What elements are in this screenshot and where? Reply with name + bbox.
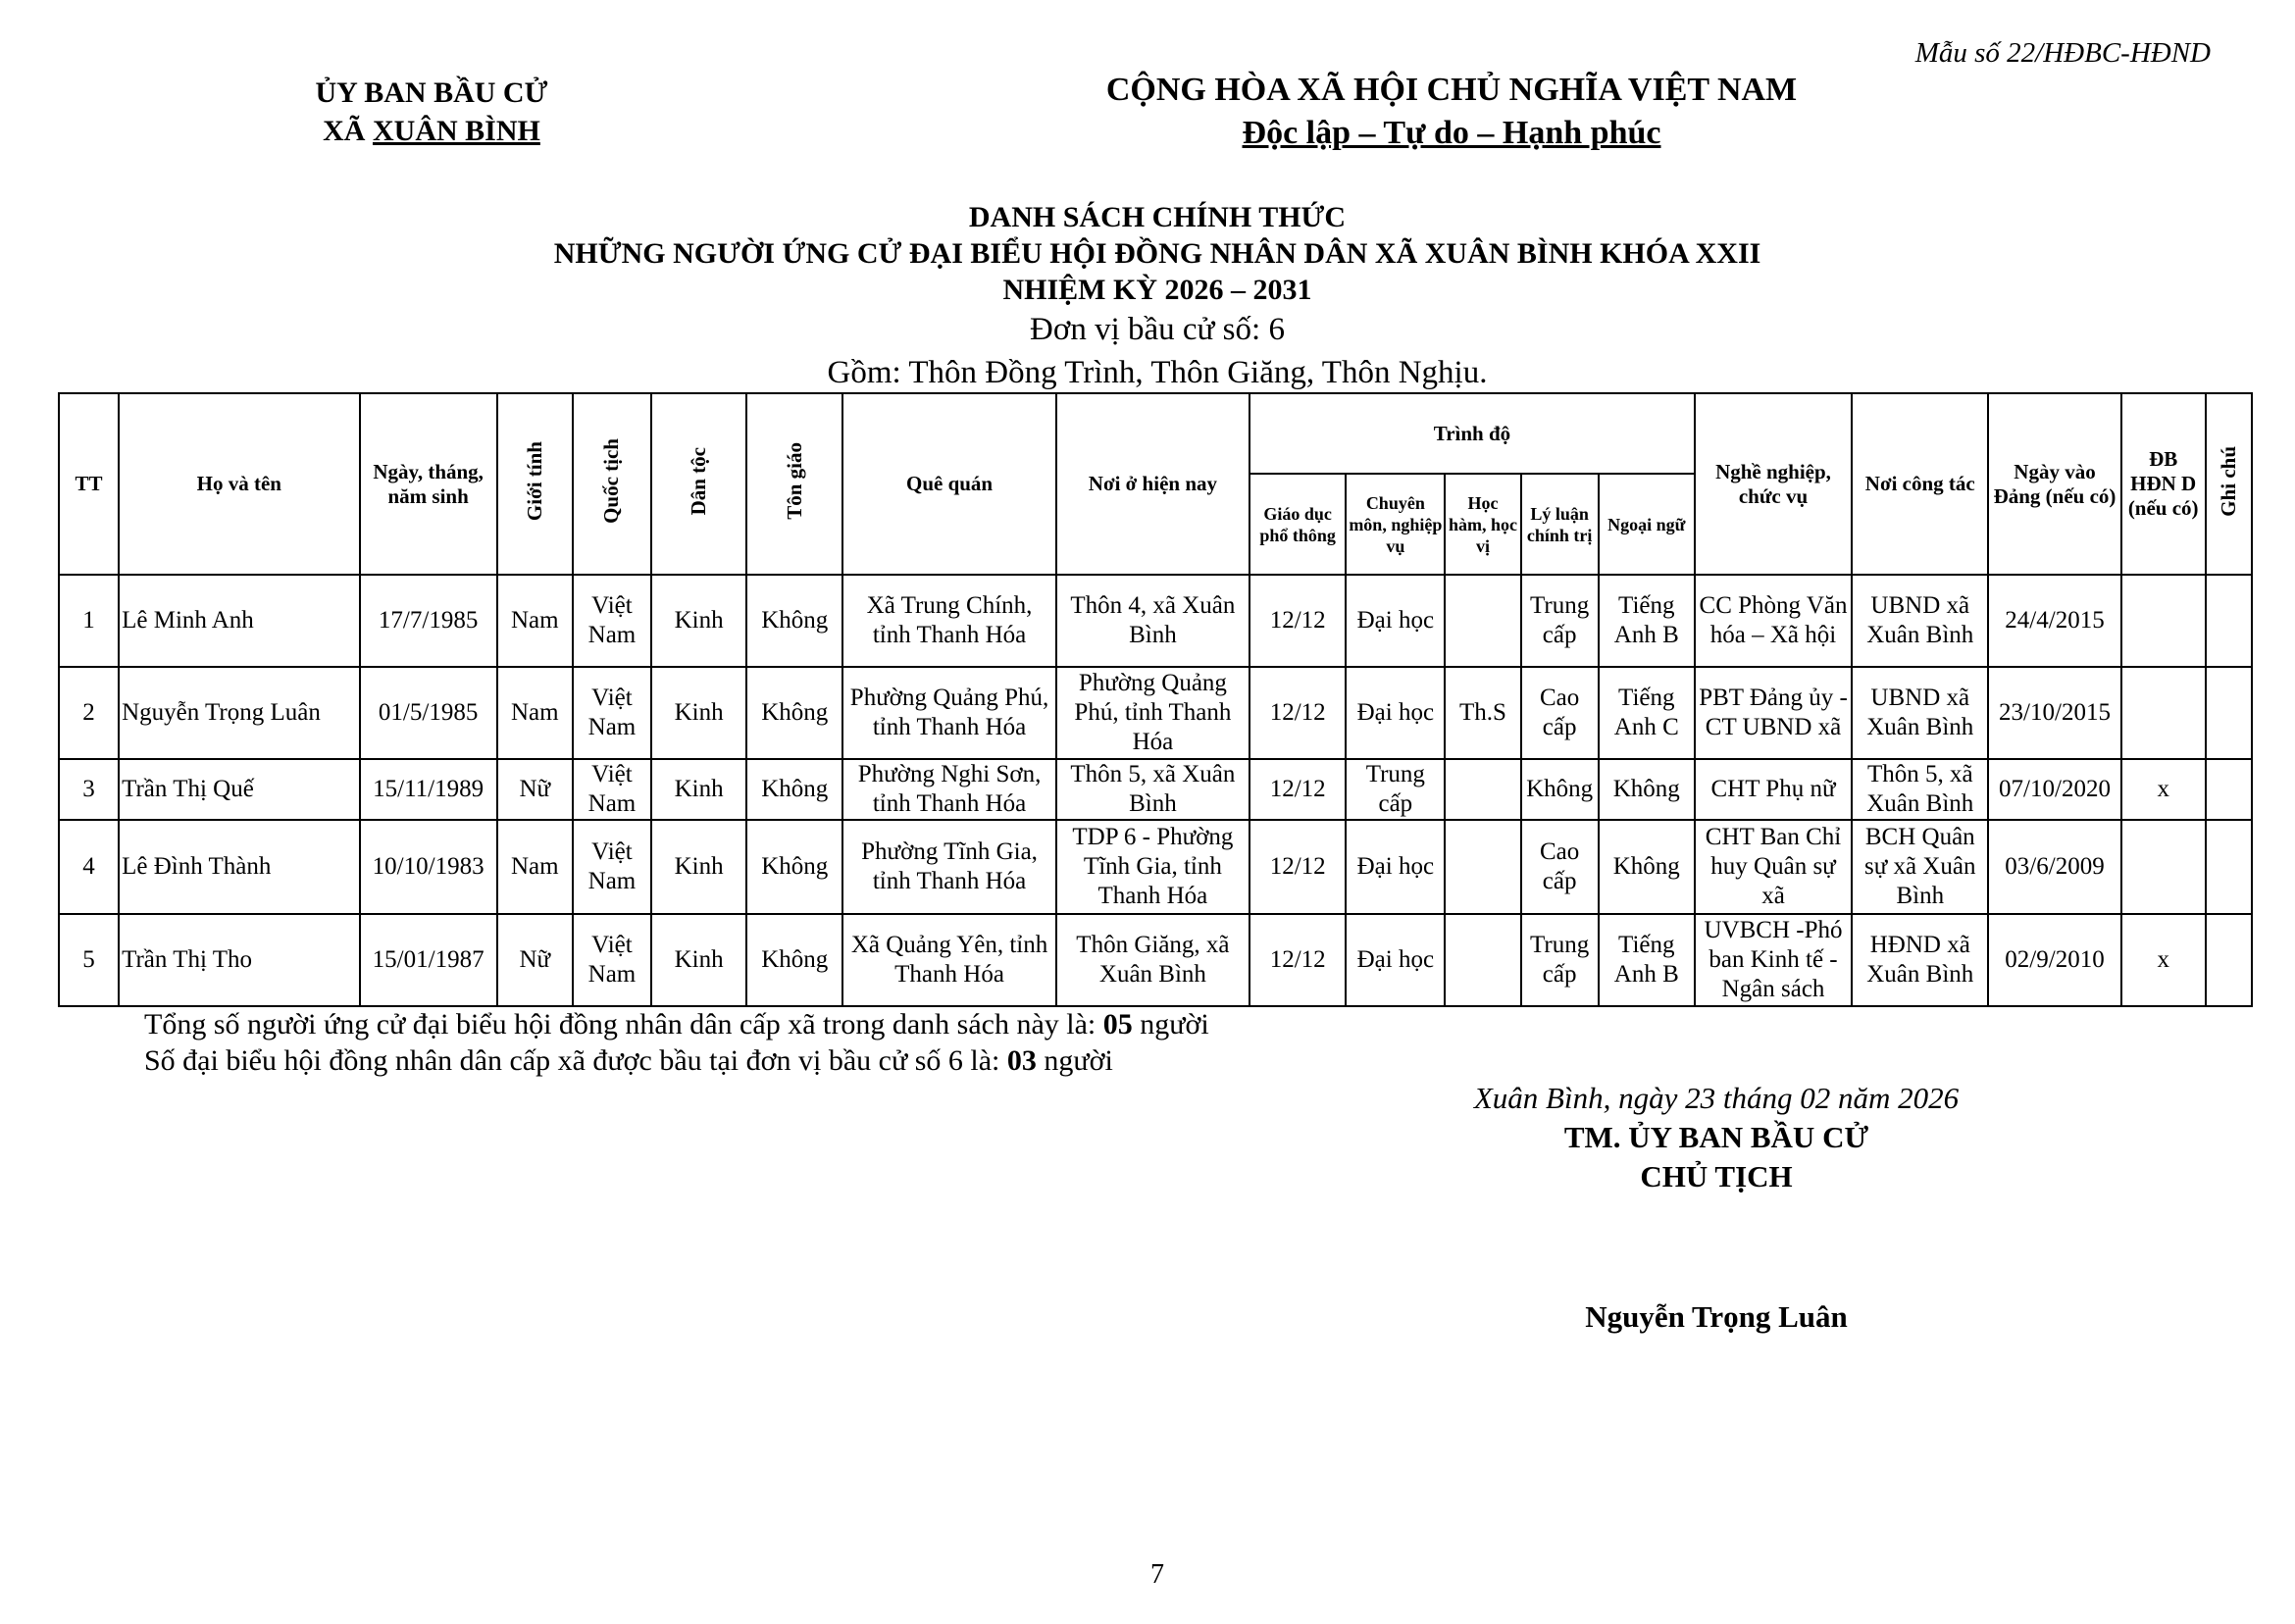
cell-general: 12/12 (1250, 759, 1346, 820)
header-gender (497, 393, 573, 575)
cell-political: Trung cấp (1521, 575, 1599, 667)
cell-tt: 4 (59, 820, 119, 914)
cell-delegate (2121, 820, 2206, 914)
cell-political: Không (1521, 759, 1599, 820)
authority-line1: ỦY BAN BẦU CỬ (315, 76, 548, 109)
cell-religion: Không (746, 820, 842, 914)
cell-residence: TDP 6 - Phường Tĩnh Gia, tỉnh Thanh Hóa (1056, 820, 1250, 914)
cell-academic: Th.S (1445, 667, 1520, 759)
header-occupation: Nghề nghiệp, chức vụ (1695, 393, 1852, 575)
cell-professional: Đại học (1346, 575, 1445, 667)
cell-gender: Nam (497, 820, 573, 914)
cell-ethnicity: Kinh (651, 914, 746, 1006)
header-ethnicity-label: Dân tộc (687, 446, 711, 516)
cell-general: 12/12 (1250, 820, 1346, 914)
cell-occupation: CHT Phụ nữ (1695, 759, 1852, 820)
header-level-professional: Chuyên môn, nghiệp vụ (1346, 474, 1445, 575)
cell-residence: Thôn 5, xã Xuân Bình (1056, 759, 1250, 820)
cell-nationality: Việt Nam (573, 575, 651, 667)
cell-party-date: 03/6/2009 (1988, 820, 2120, 914)
document-title-block (0, 199, 2295, 394)
cell-delegate: x (2121, 914, 2206, 1006)
cell-ethnicity: Kinh (651, 759, 746, 820)
cell-academic (1445, 575, 1520, 667)
header-level-political: Lý luận chính trị (1521, 474, 1599, 575)
cell-nationality: Việt Nam (573, 914, 651, 1006)
cell-workplace: HĐND xã Xuân Bình (1852, 914, 1988, 1006)
cell-professional: Đại học (1346, 667, 1445, 759)
summary-total-text: Tổng số người ứng cử đại biểu hội đồng nhân dân cấp xã trong danh sách này là: (144, 1008, 1103, 1040)
header-religion-label: Tôn giáo (782, 442, 806, 520)
cell-general: 12/12 (1250, 667, 1346, 759)
cell-academic (1445, 914, 1520, 1006)
signature-role: CHỦ TỊCH (1640, 1159, 1793, 1193)
candidate-table (58, 392, 2253, 1007)
national-header (1079, 69, 1824, 155)
cell-ethnicity: Kinh (651, 820, 746, 914)
cell-academic (1445, 820, 1520, 914)
cell-residence: Thôn Giăng, xã Xuân Bình (1056, 914, 1250, 1006)
cell-party-date: 24/4/2015 (1988, 575, 2120, 667)
header-gender-label: Giới tính (522, 440, 546, 522)
cell-dob: 15/01/1987 (360, 914, 497, 1006)
summary-total-unit: người (1132, 1008, 1209, 1040)
cell-delegate (2121, 667, 2206, 759)
cell-hometown: Phường Nghi Sơn, tỉnh Thanh Hóa (842, 759, 1055, 820)
cell-note (2206, 575, 2252, 667)
header-note-label: Ghi chú (2216, 445, 2240, 517)
cell-professional: Đại học (1346, 914, 1445, 1006)
cell-professional: Trung cấp (1346, 759, 1445, 820)
cell-religion: Không (746, 914, 842, 1006)
cell-gender: Nam (497, 575, 573, 667)
cell-tt: 2 (59, 667, 119, 759)
cell-note (2206, 820, 2252, 914)
header-nationality (573, 393, 651, 575)
cell-tt: 1 (59, 575, 119, 667)
header-note (2206, 393, 2252, 575)
cell-occupation: CC Phòng Văn hóa – Xã hội (1695, 575, 1852, 667)
cell-residence: Thôn 4, xã Xuân Bình (1056, 575, 1250, 667)
signer-name: Nguyễn Trọng Luân (1585, 1299, 1848, 1334)
table-row (59, 575, 2252, 667)
signature-date: Xuân Bình, ngày 23 tháng 02 năm 2026 (1473, 1081, 1960, 1115)
cell-language: Tiếng Anh B (1599, 575, 1695, 667)
authority-line2 (196, 112, 667, 150)
cell-gender: Nam (497, 667, 573, 759)
header-residence: Nơi ở hiện nay (1056, 393, 1250, 575)
header-delegate: ĐB HĐN D (nếu có) (2121, 393, 2206, 575)
cell-name: Trần Thị Quế (119, 759, 359, 820)
cell-party-date: 02/9/2010 (1988, 914, 2120, 1006)
title-line3: NHIỆM KỲ 2026 – 2031 (1002, 274, 1312, 306)
cell-language: Tiếng Anh C (1599, 667, 1695, 759)
cell-party-date: 07/10/2020 (1988, 759, 2120, 820)
cell-workplace: UBND xã Xuân Bình (1852, 575, 1988, 667)
header-dob: Ngày, tháng, năm sinh (360, 393, 497, 575)
cell-political: Trung cấp (1521, 914, 1599, 1006)
cell-dob: 17/7/1985 (360, 575, 497, 667)
cell-language: Không (1599, 820, 1695, 914)
cell-dob: 01/5/1985 (360, 667, 497, 759)
cell-hometown: Phường Quảng Phú, tỉnh Thanh Hóa (842, 667, 1055, 759)
cell-residence: Phường Quảng Phú, tỉnh Thanh Hóa (1056, 667, 1250, 759)
cell-political: Cao cấp (1521, 820, 1599, 914)
summary-seats (144, 1042, 1209, 1079)
cell-hometown: Phường Tĩnh Gia, tỉnh Thanh Hóa (842, 820, 1055, 914)
issuing-authority (196, 74, 667, 150)
authority-commune: XUÂN BÌNH (372, 115, 540, 147)
header-workplace: Nơi công tác (1852, 393, 1988, 575)
cell-hometown: Xã Trung Chính, tỉnh Thanh Hóa (842, 575, 1055, 667)
cell-gender: Nữ (497, 914, 573, 1006)
page-number: 7 (1150, 1559, 1164, 1590)
header-religion (746, 393, 842, 575)
cell-political: Cao cấp (1521, 667, 1599, 759)
cell-hometown: Xã Quảng Yên, tỉnh Thanh Hóa (842, 914, 1055, 1006)
cell-general: 12/12 (1250, 575, 1346, 667)
cell-occupation: PBT Đảng ủy - CT UBND xã (1695, 667, 1852, 759)
cell-delegate (2121, 575, 2206, 667)
header-level-general: Giáo dục phổ thông (1250, 474, 1346, 575)
cell-academic (1445, 759, 1520, 820)
table-row (59, 759, 2252, 820)
cell-workplace: Thôn 5, xã Xuân Bình (1852, 759, 1988, 820)
cell-name: Lê Đình Thành (119, 820, 359, 914)
cell-religion: Không (746, 667, 842, 759)
cell-occupation: UVBCH -Phó ban Kinh tế - Ngân sách (1695, 914, 1852, 1006)
cell-general: 12/12 (1250, 914, 1346, 1006)
header-party-date: Ngày vào Đảng (nếu có) (1988, 393, 2120, 575)
table-row (59, 820, 2252, 914)
cell-religion: Không (746, 759, 842, 820)
nation-name: CỘNG HÒA XÃ HỘI CHỦ NGHĨA VIỆT NAM (1105, 72, 1798, 108)
cell-name: Trần Thị Tho (119, 914, 359, 1006)
cell-gender: Nữ (497, 759, 573, 820)
header-level-language: Ngoại ngữ (1599, 474, 1695, 575)
cell-tt: 5 (59, 914, 119, 1006)
cell-name: Lê Minh Anh (119, 575, 359, 667)
summary-total-count: 05 (1102, 1008, 1133, 1040)
summary-block (144, 1006, 1209, 1079)
header-tt: TT (59, 393, 119, 575)
cell-party-date: 23/10/2015 (1988, 667, 2120, 759)
cell-dob: 10/10/1983 (360, 820, 497, 914)
cell-note (2206, 914, 2252, 1006)
title-line2: NHỮNG NGƯỜI ỨNG CỬ ĐẠI BIỂU HỘI ĐỒNG NHÂN DÂN XÃ XUÂN BÌNH KHÓA XXII (553, 237, 1761, 270)
summary-total-candidates (144, 1006, 1209, 1042)
cell-workplace: BCH Quân sự xã Xuân Bình (1852, 820, 1988, 914)
electoral-unit-areas: Gồm: Thôn Đồng Trình, Thôn Giăng, Thôn Nghịu. (827, 355, 1488, 390)
summary-seats-text: Số đại biểu hội đồng nhân dân cấp xã được bầu tại đơn vị bầu cử số 6 là: (144, 1044, 1007, 1077)
table-row (59, 667, 2252, 759)
cell-occupation: CHT Ban Chỉ huy Quân sự xã (1695, 820, 1852, 914)
cell-ethnicity: Kinh (651, 667, 746, 759)
summary-seats-unit: người (1036, 1044, 1113, 1077)
electoral-unit: Đơn vị bầu cử số: 6 (1030, 312, 1285, 347)
cell-religion: Không (746, 575, 842, 667)
title-line1: DANH SÁCH CHÍNH THỨC (968, 201, 1347, 233)
cell-tt: 3 (59, 759, 119, 820)
authority-prefix: XÃ (323, 115, 373, 147)
header-level: Trình độ (1250, 393, 1695, 474)
cell-language: Không (1599, 759, 1695, 820)
header-level-academic: Học hàm, học vị (1445, 474, 1520, 575)
table-row (59, 914, 2252, 1006)
header-ethnicity (651, 393, 746, 575)
cell-nationality: Việt Nam (573, 820, 651, 914)
header-hometown: Quê quán (842, 393, 1055, 575)
cell-workplace: UBND xã Xuân Bình (1852, 667, 1988, 759)
signature-block (1442, 1079, 1991, 1196)
cell-nationality: Việt Nam (573, 667, 651, 759)
header-name: Họ và tên (119, 393, 359, 575)
cell-note (2206, 667, 2252, 759)
cell-professional: Đại học (1346, 820, 1445, 914)
cell-name: Nguyễn Trọng Luân (119, 667, 359, 759)
cell-dob: 15/11/1989 (360, 759, 497, 820)
cell-delegate: x (2121, 759, 2206, 820)
cell-language: Tiếng Anh B (1599, 914, 1695, 1006)
nation-motto: Độc lập – Tự do – Hạnh phúc (1242, 115, 1661, 151)
signature-on-behalf: TM. ỦY BAN BẦU CỬ (1563, 1120, 1869, 1154)
cell-nationality: Việt Nam (573, 759, 651, 820)
header-nationality-label: Quốc tịch (599, 438, 624, 524)
cell-note (2206, 759, 2252, 820)
summary-seats-count: 03 (1006, 1044, 1037, 1077)
cell-ethnicity: Kinh (651, 575, 746, 667)
form-number: Mẫu số 22/HĐBC-HĐND (1914, 37, 2211, 69)
